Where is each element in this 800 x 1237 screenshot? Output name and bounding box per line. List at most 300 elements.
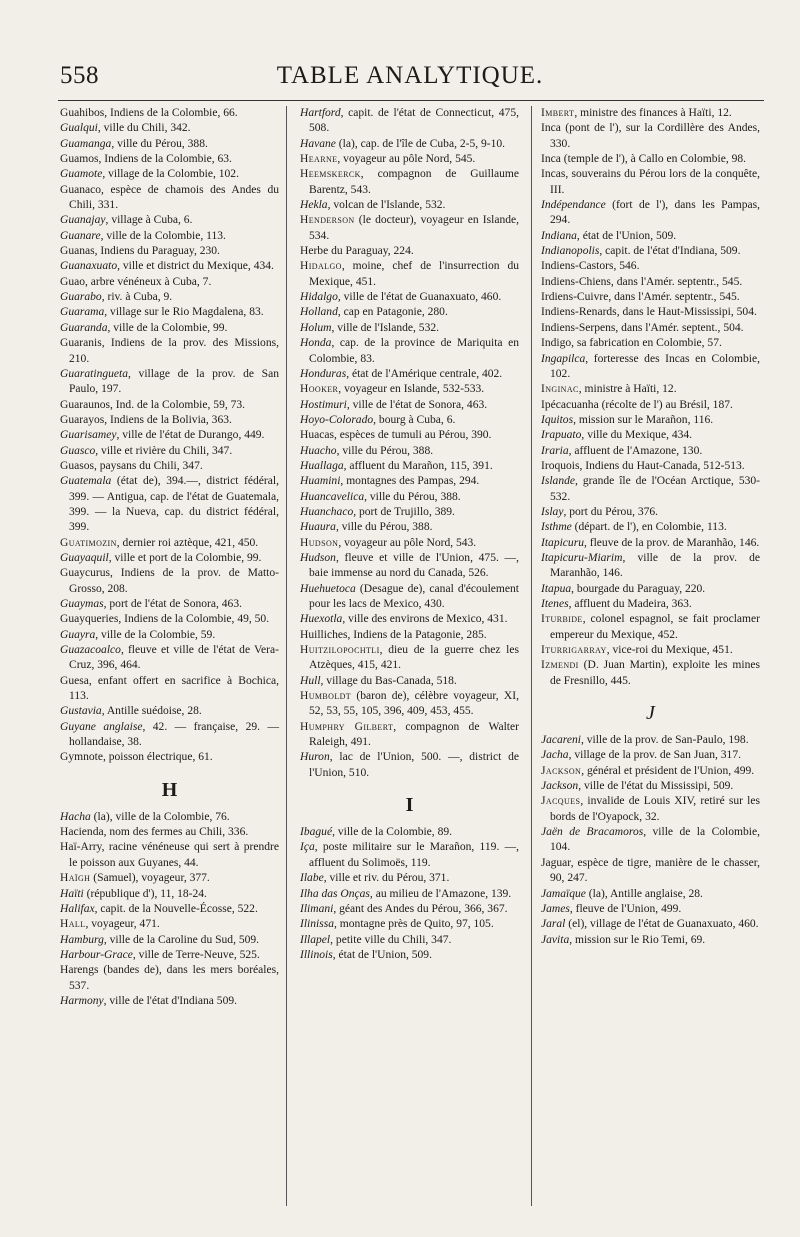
index-entry — [60, 413, 279, 428]
entry-headword: Hull — [300, 674, 321, 687]
entry-text: , grande île de l'Océan Arctique, 530-532. — [550, 475, 760, 503]
entry-text: , arbre vénéneux à Cuba, 7. — [85, 275, 212, 288]
index-entry — [300, 505, 519, 520]
entry-headword: Hoyo-Colorado — [300, 413, 374, 426]
entry-headword: Guamos — [60, 153, 99, 166]
entry-headword: Hekla — [300, 199, 328, 212]
index-entry — [60, 963, 279, 994]
entry-text: (république d'), 11, 18-24. — [83, 887, 207, 900]
index-entry — [300, 628, 519, 643]
index-entry — [60, 213, 279, 228]
entry-headword: Indigo — [541, 337, 572, 350]
page-header — [60, 58, 760, 98]
entry-text: , ville de l'état d'Indiana 509. — [103, 994, 238, 1007]
index-entry — [541, 459, 760, 474]
entry-headword: Islande — [541, 475, 575, 488]
entry-text: , cap en Patagonie, 280. — [337, 306, 448, 319]
entry-text: , voyageur au pôle Nord, 545. — [337, 153, 476, 166]
index-entry — [541, 779, 760, 794]
entry-text: , ville des environs de Mexico, 431. — [342, 613, 508, 626]
index-entry — [300, 840, 519, 871]
entry-headword: Izmendi — [541, 659, 579, 672]
entry-headword: Indiens-Castors — [541, 260, 614, 273]
entry-text: , 42. — française, 29. — hollandaise, 38. — [69, 720, 279, 749]
entry-headword: Itenes — [541, 598, 569, 610]
entry-headword: Illinois — [300, 948, 333, 961]
entry-headword: Hidalgo — [300, 291, 338, 304]
index-entry — [60, 305, 279, 320]
entry-text: , bourg à Cuba, 6. — [373, 413, 456, 426]
index-entry — [541, 887, 760, 902]
index-entry — [541, 106, 760, 121]
entry-headword: Guarama — [60, 306, 105, 319]
entry-text: , affluent du Marañon, 115, 391. — [343, 459, 493, 472]
entry-text: , montagnes des Pampas, 294. — [340, 475, 480, 488]
entry-text: , Indiens de la prov. de Matto-Grosso, 208. — [69, 567, 279, 595]
entry-text: , village à Cuba, 6. — [105, 214, 193, 227]
entry-headword: Indiens-Serpens — [541, 321, 616, 334]
entry-text: , lac de l'Union, 500. —, district de l'Union, 510. — [309, 751, 519, 779]
entry-headword: Jackson — [541, 764, 582, 777]
index-entry — [541, 825, 760, 856]
index-entry — [541, 152, 760, 167]
index-entry — [60, 275, 279, 290]
entry-headword: Iroquois — [541, 459, 580, 472]
entry-text: , Antille suédoise, 28. — [101, 705, 202, 718]
index-entry — [300, 336, 519, 367]
index-entry — [541, 474, 760, 505]
entry-text: , voyageur en Islande, 532-533. — [338, 383, 485, 396]
entry-text: , ville de la prov. de San-Paulo, 198. — [580, 734, 749, 747]
entry-text: (baron de), célèbre voyageur, XI, 52, 53, 55, 105, 396, 409, 453, 455. — [309, 690, 519, 718]
entry-headword: Ipécacuanha — [541, 398, 599, 411]
index-entry — [541, 244, 760, 259]
entry-headword: Iturrigarray — [541, 644, 607, 657]
entry-text: , fleuve et ville de l'état de Vera-Cruz, 396, 464. — [69, 644, 279, 672]
entry-text: , ville de l'état de Sonora, 463. — [346, 398, 488, 411]
entry-text: , Indiens de la prov. des Missions, 210. — [69, 337, 279, 365]
entry-text: , port de Trujillo, 389. — [353, 505, 455, 518]
column-divider — [286, 106, 287, 1206]
index-column-left — [60, 106, 279, 1009]
index-entry — [300, 750, 519, 781]
entry-headword: Harmony — [60, 994, 104, 1007]
index-entry — [60, 336, 279, 367]
entry-headword: Herbe du Paraguay — [300, 245, 388, 258]
entry-text: (pont de l'), sur la Cordillère des Andes, 330. — [550, 122, 760, 150]
entry-headword: Hall — [60, 918, 86, 931]
entry-headword: Imbert — [541, 107, 575, 119]
entry-text: , village sur le Rio Magdalena, 83. — [104, 306, 264, 319]
index-entry — [60, 367, 279, 398]
entry-headword: Ilimani — [300, 902, 334, 915]
entry-text: , ville du Chili, 342. — [97, 122, 191, 135]
index-entry — [300, 825, 519, 840]
index-entry — [60, 121, 279, 136]
index-entry — [541, 413, 760, 428]
entry-text: , ville de la prov. de Maranhão, 146. — [550, 551, 760, 580]
index-entry — [300, 244, 519, 259]
entry-headword: Irdiens-Cuivre — [541, 291, 609, 304]
entry-text: , village de la prov. de San Juan, 317. — [568, 749, 741, 762]
entry-text: , sa fabrication en Colombie, 57. — [571, 337, 722, 350]
entry-text: , ville du Pérou, 388. — [335, 521, 433, 534]
entry-headword: Hudson — [300, 551, 336, 564]
entry-headword: Itapicuru-Miarim — [541, 551, 623, 564]
entry-text: , ville de l'Islande, 532. — [331, 321, 440, 334]
entry-text: , port du Pérou, 376. — [563, 505, 659, 518]
entry-text: , dans l'Amér. septent., 504. — [615, 321, 744, 334]
index-entry — [60, 398, 279, 413]
entry-headword: Itapua — [541, 582, 572, 595]
index-entry — [60, 474, 279, 535]
index-entry — [300, 367, 519, 382]
entry-text: , dernier roi aztèque, 421, 450. — [116, 536, 259, 549]
index-entry — [300, 551, 519, 582]
index-entry — [60, 183, 279, 214]
entry-text: , petite ville du Chili, 347. — [330, 933, 452, 946]
entry-text: , ministre à Haïti, 12. — [578, 383, 677, 396]
entry-text: , poisson électrique, 61. — [102, 751, 213, 764]
entry-text: , mission sur le Rio Temi, 69. — [569, 933, 706, 946]
entry-text: (la), Antille anglaise, 28. — [585, 887, 703, 900]
entry-text: , enfant offert en sacrifice à Bochica, 113. — [69, 674, 279, 703]
entry-text: , 546. — [613, 260, 640, 273]
index-entry — [60, 459, 279, 474]
index-column-right — [541, 106, 760, 948]
entry-headword: Gustavia — [60, 705, 102, 718]
entry-text: , bourgade du Paraguay, 220. — [571, 582, 706, 595]
entry-headword: Incas — [541, 168, 566, 181]
entry-headword: Itapicuru — [541, 536, 584, 549]
index-column-middle — [300, 106, 519, 963]
entry-headword: Guazacoalco — [60, 644, 121, 657]
entry-headword: Guanas — [60, 245, 95, 258]
entry-text: , géant des Andes du Pérou, 366, 367. — [333, 902, 508, 915]
entry-headword: Jacques — [541, 795, 581, 808]
entry-headword: Guasco — [60, 444, 96, 457]
entry-text: (fort de l'), dans les Pampas, 294. — [550, 199, 760, 227]
entry-headword: Guaranis — [60, 337, 102, 350]
entry-headword: Hacienda — [60, 826, 104, 839]
entry-headword: Guaymas — [60, 598, 104, 610]
index-entry — [60, 259, 279, 274]
index-entry — [60, 810, 279, 825]
index-entry — [60, 994, 279, 1009]
index-entry — [541, 336, 760, 351]
entry-text: , paysans du Chili, 347. — [94, 459, 203, 472]
index-entry — [541, 259, 760, 274]
index-entry — [541, 658, 760, 689]
index-entry — [300, 167, 519, 198]
index-entry — [300, 917, 519, 932]
entry-headword: Huallaga — [300, 459, 344, 472]
index-entry — [300, 536, 519, 551]
entry-text: (la), ville de la Colombie, 76. — [90, 810, 230, 823]
entry-text: (bandes de), dans les mers boréales, 537. — [69, 964, 279, 992]
page-number: 558 — [60, 62, 99, 89]
index-entry — [60, 840, 279, 871]
entry-text: , moine, chef de l'insurrection du Mexique, 451. — [309, 260, 519, 288]
index-entry — [60, 902, 279, 917]
entry-headword: Illapel — [300, 933, 331, 946]
section-letter: J — [646, 702, 655, 725]
index-entry — [300, 720, 519, 751]
index-entry — [541, 305, 760, 320]
index-entry — [541, 290, 760, 305]
index-entry — [60, 321, 279, 336]
index-entry — [60, 628, 279, 643]
entry-text: , au milieu de l'Amazone, 139. — [369, 887, 512, 900]
entry-text: , ville du Pérou, 388. — [111, 137, 208, 150]
entry-headword: Guamanga — [60, 137, 112, 150]
index-entry — [300, 520, 519, 535]
entry-headword: Ilha das Onças — [300, 887, 370, 900]
entry-headword: Hacha — [60, 810, 91, 823]
entry-text: , ville du Mexique, 434. — [581, 429, 693, 442]
index-entry — [60, 290, 279, 305]
entry-headword: Guasos — [60, 459, 94, 472]
entry-headword: Huexotla — [300, 613, 343, 626]
entry-text: , dans le Haut-Mississipi, 504. — [616, 306, 757, 319]
entry-text: , capit. de la Nouvelle-Écosse, 522. — [94, 902, 258, 915]
index-entry — [300, 674, 519, 689]
entry-headword: Honda — [300, 337, 332, 350]
index-entry — [60, 137, 279, 152]
entry-headword: Guanajay — [60, 214, 106, 227]
index-entry — [541, 398, 760, 413]
entry-text: , capit. de l'état de Connecticut, 475, 508. — [309, 107, 519, 135]
entry-text: (le docteur), voyageur en Islande, 534. — [309, 214, 519, 242]
entry-text: , état de l'Union, 509. — [332, 948, 432, 961]
index-entry — [60, 597, 279, 612]
entry-headword: Guayaquil — [60, 551, 109, 564]
entry-headword: Guyane anglaise — [60, 720, 143, 733]
index-entry — [541, 856, 760, 887]
entry-headword: Guaycurus — [60, 567, 111, 580]
entry-text: , dieu de la guerre chez les Atzèques, 415, 421. — [309, 644, 519, 672]
entry-headword: Inca — [541, 122, 561, 135]
entry-headword: Jaën de Bracamoros — [541, 826, 644, 839]
entry-text: , village de la Colombie, 102. — [102, 168, 239, 181]
entry-headword: Guanaco — [60, 183, 102, 196]
index-entry — [60, 704, 279, 719]
entry-headword: Guarabo — [60, 291, 102, 304]
index-entry — [300, 428, 519, 443]
entry-headword: Ingapilca — [541, 352, 586, 365]
entry-headword: Honduras — [300, 367, 347, 380]
entry-text: , volcan de l'Islande, 532. — [327, 199, 446, 212]
entry-text: (Samuel), voyageur, 377. — [90, 872, 210, 885]
entry-text: , ville de l'état de Guanaxuato, 460. — [337, 291, 502, 304]
entry-headword: Iquitos — [541, 413, 574, 426]
entry-headword: Guamote — [60, 168, 103, 181]
index-entry — [300, 474, 519, 489]
index-entry — [541, 167, 760, 198]
entry-text: (état de), 394.—, district fédéral, 399. — Antigua, cap. de l'état de Guatemala, 399. — la Nueva, cap. du district fédéral, 399. — [69, 475, 279, 534]
index-entry — [541, 917, 760, 932]
entry-headword: Irapuato — [541, 429, 582, 442]
section-letter: I — [405, 794, 414, 817]
entry-text: , poste militaire sur le Marañon, 119. —, affluent du Solimoës, 119. — [309, 841, 519, 869]
entry-headword: Javita — [541, 933, 570, 946]
entry-text: , ville de la Colombie, 89. — [332, 826, 453, 839]
index-entry — [60, 444, 279, 459]
entry-headword: Holum — [300, 321, 332, 334]
index-entry — [60, 948, 279, 963]
entry-headword: Guaraunos — [60, 398, 111, 411]
entry-text: , espèces de tumuli au Pérou, 390. — [333, 429, 492, 442]
entry-headword: James — [541, 902, 570, 915]
entry-text: , 224. — [387, 245, 414, 258]
entry-headword: Jacareni — [541, 734, 581, 747]
entry-text: , ville de l'état de Durango, 449. — [116, 429, 265, 442]
entry-headword: Guayra — [60, 628, 96, 641]
index-entry — [541, 121, 760, 152]
entry-headword: Ibagué — [300, 826, 333, 839]
entry-text: , ministre des finances à Haïti, 12. — [574, 107, 732, 119]
entry-text: , voyageur au pôle Nord, 543. — [338, 536, 477, 549]
entry-headword: Iturbide — [541, 613, 583, 626]
index-entry — [300, 137, 519, 152]
entry-text: , ville du Pérou, 388. — [336, 444, 434, 457]
section-letter: H — [161, 778, 178, 801]
entry-headword: Jacha — [541, 749, 569, 762]
entry-headword: Haïti — [60, 887, 84, 900]
entry-headword: Hudson — [300, 536, 339, 549]
entry-headword: Guaratingueta — [60, 367, 128, 380]
index-entry — [300, 305, 519, 320]
entry-text: (départ. de l'), en Colombie, 113. — [571, 521, 727, 534]
index-entry — [60, 720, 279, 751]
entry-headword: Heemskerck — [300, 168, 361, 181]
entry-headword: Halifax — [60, 902, 95, 915]
index-entry — [60, 106, 279, 121]
entry-text: , général et président de l'Union, 499. — [581, 764, 755, 777]
entry-headword: Guatimozin — [60, 536, 117, 549]
index-entry — [300, 413, 519, 428]
entry-text: , ville et rivière du Chili, 347. — [95, 444, 233, 457]
index-entry — [541, 764, 760, 779]
index-entry — [541, 382, 760, 397]
entry-headword: Henderson — [300, 214, 355, 227]
entry-headword: Hooker — [300, 383, 339, 396]
entry-text: , fleuve de la prov. de Maranhão, 146. — [583, 536, 760, 549]
entry-text: , cap. de la province de Mariquita en Colombie, 83. — [309, 337, 519, 365]
entry-text: (D. Juan Martin), exploite les mines de Fresnillo, 445. — [550, 659, 760, 687]
index-entry — [300, 948, 519, 963]
index-entry — [60, 566, 279, 597]
entry-text: , capit. de l'état d'Indiana, 509. — [599, 245, 741, 258]
entry-headword: Indianopolis — [541, 245, 600, 258]
entry-headword: Holland — [300, 306, 338, 319]
index-entry — [300, 612, 519, 627]
entry-headword: Hamburg — [60, 933, 104, 946]
index-entry — [541, 275, 760, 290]
entry-text: (la), cap. de l'île de Cuba, 2-5, 9-10. — [335, 137, 506, 150]
entry-text: , village de la prov. de San Paulo, 197. — [69, 367, 279, 396]
index-entry — [60, 933, 279, 948]
entry-text: , compagnon de Guillaume Barentz, 543. — [309, 168, 519, 196]
index-entry — [300, 887, 519, 902]
index-entry — [60, 643, 279, 674]
entry-text: , affluent du Madeira, 363. — [568, 598, 692, 610]
index-entry — [60, 536, 279, 551]
index-entry — [300, 198, 519, 213]
entry-text: , vice-roi du Mexique, 451. — [606, 644, 733, 657]
entry-headword: Huron — [300, 751, 330, 764]
entry-headword: Huilliches — [300, 628, 348, 641]
running-title: TABLE ANALYTIQUE. — [276, 62, 544, 89]
entry-headword: Guarayos — [60, 413, 105, 426]
entry-headword: Haï-Arry — [60, 841, 102, 854]
entry-text: , compagnon de Walter Raleigh, 491. — [309, 720, 519, 749]
entry-text: , Indiens de la Patagonie, 285. — [347, 628, 487, 641]
entry-headword: Indiens-Renards — [541, 306, 617, 319]
entry-headword: Hostimuri — [300, 398, 347, 411]
index-entry — [60, 152, 279, 167]
index-entry — [300, 933, 519, 948]
entry-headword: Guatemala — [60, 475, 112, 488]
index-entry — [60, 244, 279, 259]
entry-text: , ville de la Colombie, 99. — [107, 321, 228, 334]
index-entry — [300, 290, 519, 305]
entry-text: , ville du Pérou, 388. — [364, 490, 461, 503]
index-entry — [541, 733, 760, 748]
index-entry — [541, 748, 760, 763]
index-entry — [300, 902, 519, 917]
entry-headword: Iça — [300, 841, 315, 854]
index-entry — [541, 794, 760, 825]
entry-headword: Havane — [300, 137, 336, 150]
entry-headword: Harbour-Grace — [60, 948, 133, 961]
entry-headword: Inca — [541, 153, 561, 166]
entry-text: (Desague de), canal d'écoulement pour les lacs de Mexico, 430. — [309, 582, 519, 610]
entry-headword: Jamaïque — [541, 887, 586, 900]
entry-text: , dans l'Amér. septentr., 545. — [610, 275, 743, 288]
index-entry — [541, 536, 760, 551]
entry-headword: Huacho — [300, 444, 337, 457]
index-entry — [541, 321, 760, 336]
entry-headword: Hearne — [300, 153, 338, 166]
entry-headword: Indiens-Chiens — [541, 275, 611, 288]
entry-text: , port de l'état de Sonora, 463. — [103, 598, 242, 610]
entry-headword: Huitzilopochtli — [300, 644, 380, 657]
index-entry — [300, 643, 519, 674]
index-entry — [60, 750, 279, 765]
index-entry — [541, 551, 760, 582]
index-entry — [60, 825, 279, 840]
entry-headword: Isthme — [541, 521, 572, 534]
index-entry — [541, 902, 760, 917]
entry-text: , Indiens de la Bolivia, 363. — [104, 413, 232, 426]
entry-text: , Indiens de la Colombie, 66. — [104, 107, 238, 119]
header-rule — [58, 100, 764, 101]
index-entry — [541, 582, 760, 597]
entry-headword: Iraria — [541, 444, 569, 457]
index-entry — [60, 551, 279, 566]
entry-headword: Guao — [60, 275, 86, 288]
index-entry — [300, 382, 519, 397]
index-entry — [541, 505, 760, 520]
entry-text: (temple de l'), à Callo en Colombie, 98. — [560, 153, 747, 166]
entry-text: , riv. à Cuba, 9. — [101, 291, 173, 304]
index-entry — [300, 321, 519, 336]
entry-headword: Jaguar — [541, 856, 571, 869]
index-entry — [60, 674, 279, 705]
entry-headword: Indiana — [541, 229, 577, 242]
entry-text: , état de l'Amérique centrale, 402. — [346, 367, 503, 380]
